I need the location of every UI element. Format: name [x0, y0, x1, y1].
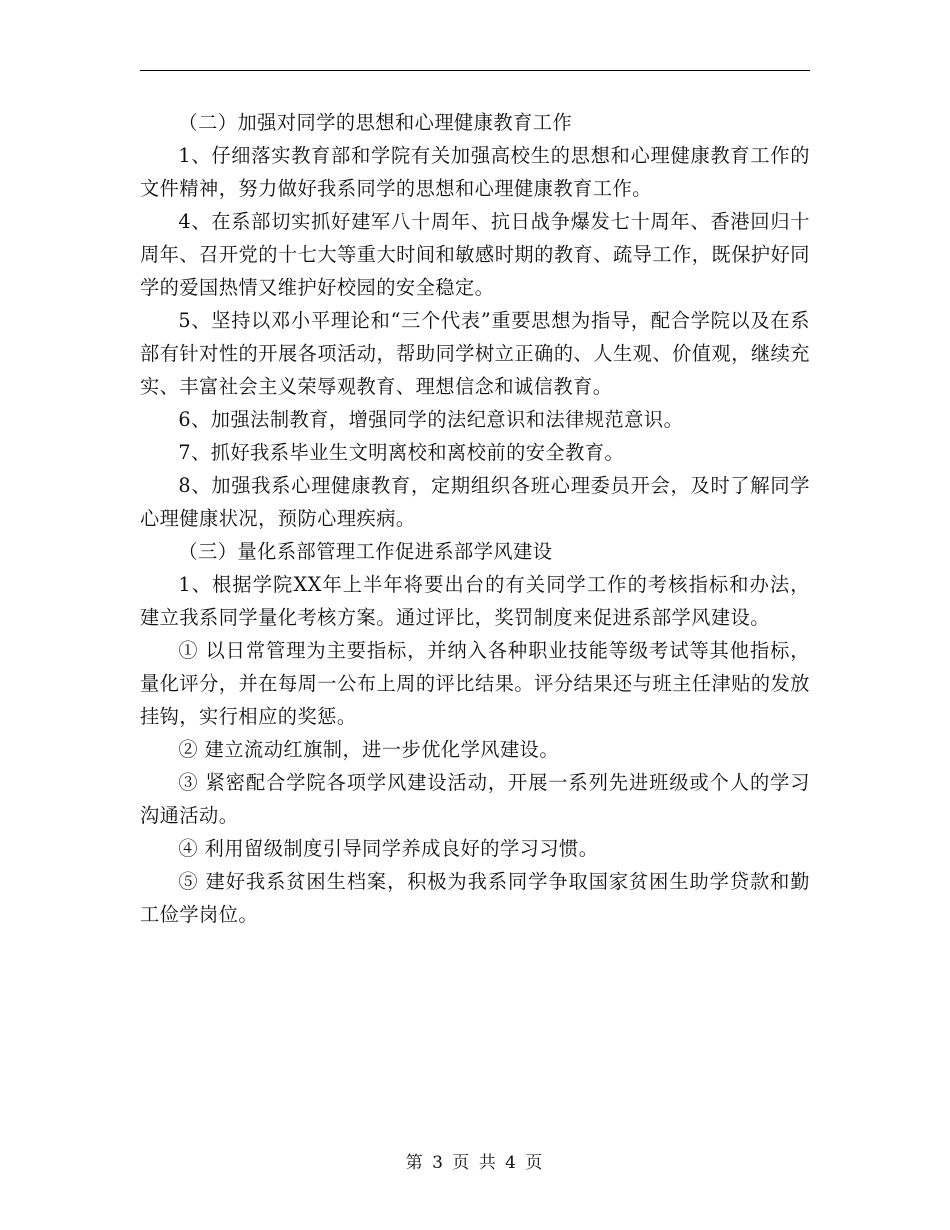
- paragraph-item-3-1: 1、根据学院XX年上半年将要出台的有关同学工作的考核指标和办法，建立我系同学量化考核方案。通过评比，奖罚制度来促进系部学风建设。: [140, 573, 810, 629]
- header-rule: [140, 70, 810, 71]
- paragraph-circled-3: ③ 紧密配合学院各项学风建设活动，开展一系列先进班级或个人的学习沟通活动。: [140, 771, 810, 827]
- paragraph-item-5: 5、坚持以邓小平理论和“三个代表”重要思想为指导，配合学院以及在系部有针对性的开展各项活动，帮助同学树立正确的、人生观、价值观，继续充实、丰富社会主义荣辱观教育、理想信念和诚信教育。: [140, 309, 810, 398]
- paragraph-circled-5: ⑤ 建好我系贫困生档案，积极为我系同学争取国家贫困生助学贷款和勤工俭学岗位。: [140, 870, 810, 926]
- paragraph-circled-4: ④ 利用留级制度引导同学养成良好的学习习惯。: [178, 837, 599, 860]
- paragraph-item-6: 6、加强法制教育，增强同学的法纪意识和法律规范意识。: [178, 408, 684, 431]
- paragraph-item-4: 4、在系部切实抓好建军八十周年、抗日战争爆发七十周年、香港回归十周年、召开党的十七大等重大时间和敏感时期的教育、疏导工作，既保护好同学的爱国热情又维护好校园的安全稳定。: [140, 210, 810, 299]
- section-heading-3: （三）量化系部管理工作促进系部学风建设: [178, 540, 553, 563]
- paragraph-item-8: 8、加强我系心理健康教育，定期组织各班心理委员开会，及时了解同学心理健康状况，预防心理疾病。: [140, 474, 810, 530]
- document-body: [140, 106, 810, 931]
- paragraph-item-1: 1、仔细落实教育部和学院有关加强高校生的思想和心理健康教育工作的文件精神，努力做好我系同学的思想和心理健康教育工作。: [140, 144, 810, 200]
- section-heading-2: （二）加强对同学的思想和心理健康教育工作: [178, 111, 573, 134]
- paragraph-item-7: 7、抓好我系毕业生文明离校和离校前的安全教育。: [178, 441, 625, 464]
- paragraph-circled-1: ① 以日常管理为主要指标，并纳入各种职业技能等级考试等其他指标，量化评分，并在每周一公布上周的评比结果。评分结果还与班主任津贴的发放挂钩，实行相应的奖惩。: [140, 639, 810, 728]
- page-number-footer: 第 3 页 共 4 页: [405, 1153, 545, 1173]
- paragraph-circled-2: ② 建立流动红旗制，进一步优化学风建设。: [178, 738, 560, 761]
